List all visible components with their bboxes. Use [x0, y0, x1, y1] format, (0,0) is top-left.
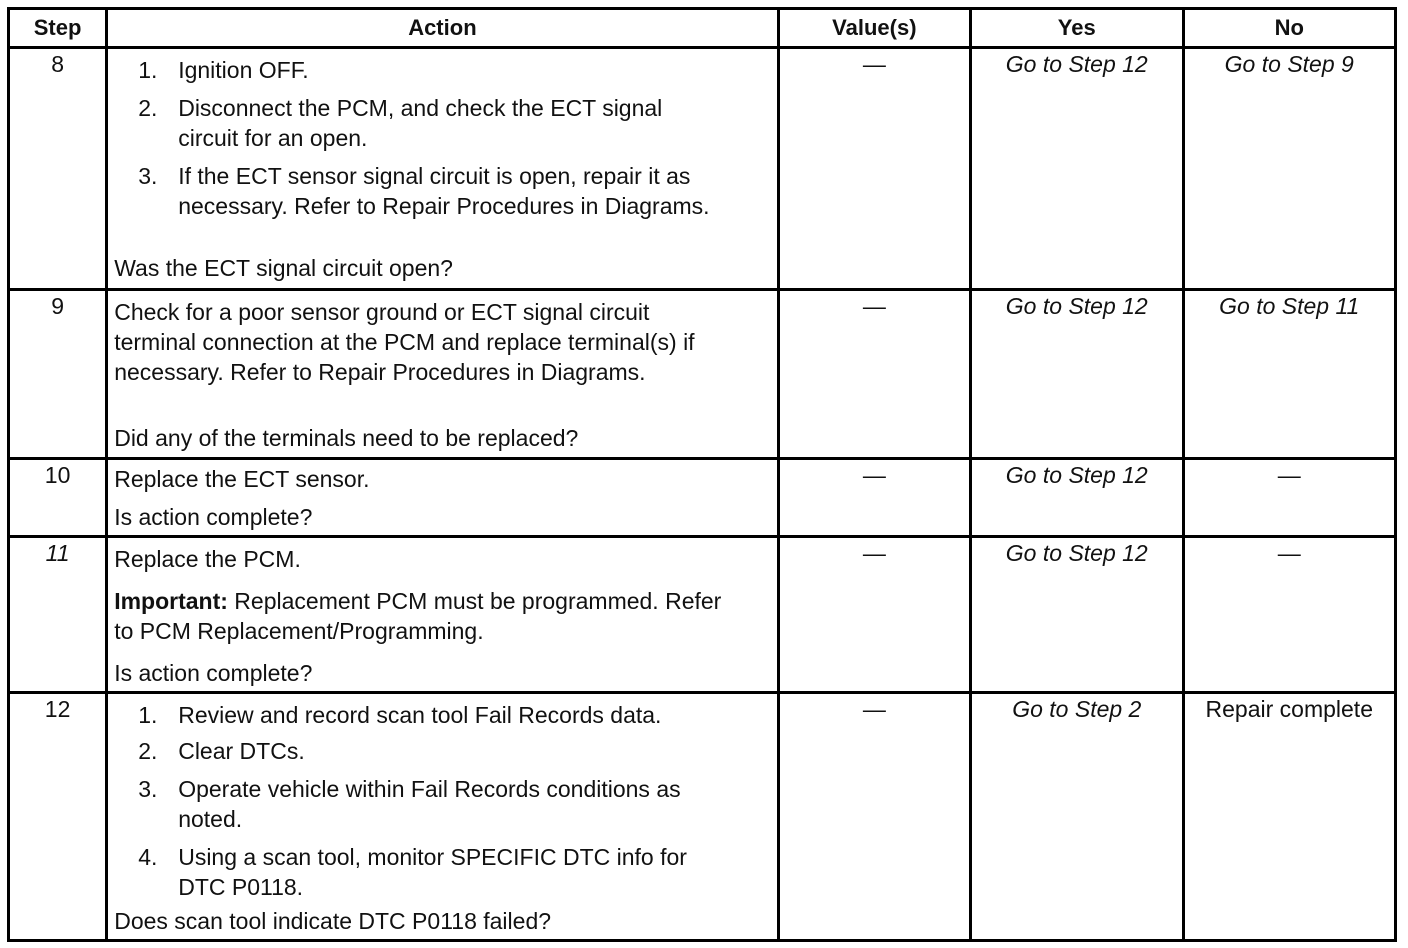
yes-answer: Go to Step 12 [1005, 540, 1148, 566]
value-cell: — [778, 290, 970, 459]
question-text: Does scan tool indicate DTC P0118 failed? [114, 908, 552, 934]
yes-cell [971, 537, 1183, 693]
no-cell [1183, 459, 1396, 537]
important-text: Replacement PCM must be programmed. Refer [227, 588, 722, 614]
step-number: 8 [9, 48, 107, 290]
table-row-step-12 [9, 693, 1396, 941]
action-text: Replace the ECT sensor. [114, 466, 370, 492]
yes-cell [971, 290, 1183, 459]
action-cell [107, 48, 778, 290]
no-answer: Go to Step 9 [1224, 51, 1354, 77]
step-number: 11 [9, 537, 107, 693]
step-number: 12 [9, 693, 107, 941]
action-cell [107, 537, 778, 693]
action-cell [107, 459, 778, 537]
yes-answer: Go to Step 12 [1005, 293, 1148, 319]
yes-cell [971, 48, 1183, 290]
action-text: Check for a poor sensor ground or ECT signal circuit [114, 299, 650, 325]
no-answer: — [1277, 540, 1301, 566]
header-step: Step [9, 9, 107, 48]
diagnostic-table [7, 7, 1397, 942]
header-action: Action [107, 9, 778, 48]
header-no: No [1183, 9, 1396, 48]
yes-answer: Go to Step 12 [1005, 51, 1148, 77]
list-item: 1. Review and record scan tool Fail Records data. [138, 702, 662, 728]
yes-cell [971, 459, 1183, 537]
list-item: 2. Disconnect the PCM, and check the ECT signal circuit for an open. [138, 95, 663, 151]
no-cell [1183, 290, 1396, 459]
yes-answer: Go to Step 2 [1012, 696, 1142, 722]
action-cell [107, 693, 778, 941]
value-cell: — [778, 459, 970, 537]
value-cell: — [778, 537, 970, 693]
header-values: Value(s) [778, 9, 970, 48]
question-text: Is action complete? [114, 504, 313, 530]
important-note [114, 586, 772, 616]
no-cell [1183, 48, 1396, 290]
list-item: 2. Clear DTCs. [138, 738, 305, 764]
list-item: 3. If the ECT sensor signal circuit is open, repair it as necessary. Refer to Repair Procedures in Diagrams. [138, 163, 710, 219]
no-answer: Repair complete [1205, 696, 1373, 722]
table-row-step-11 [9, 537, 1396, 693]
action-text: necessary. Refer to Repair Procedures in Diagrams. [114, 359, 646, 385]
no-cell [1183, 693, 1396, 941]
question-text: Did any of the terminals need to be replaced? [114, 425, 579, 451]
table-row-step-8 [9, 48, 1396, 290]
header-row [9, 9, 1396, 48]
value-cell: — [778, 693, 970, 941]
yes-answer: Go to Step 12 [1005, 462, 1148, 488]
list-item: 1. Ignition OFF. [138, 57, 309, 83]
yes-cell [971, 693, 1183, 941]
important-text: to PCM Replacement/Programming. [114, 618, 484, 644]
list-item: 3. Operate vehicle within Fail Records conditions as noted. [138, 776, 681, 832]
question-text: Was the ECT signal circuit open? [114, 255, 453, 281]
important-label: Important: [114, 588, 228, 614]
value-cell: — [778, 48, 970, 290]
action-text: Replace the PCM. [114, 546, 301, 572]
step-number: 10 [9, 459, 107, 537]
question-text: Is action complete? [114, 660, 313, 686]
action-text: terminal connection at the PCM and replace terminal(s) if [114, 329, 695, 355]
no-answer: — [1277, 462, 1301, 488]
step-number: 9 [9, 290, 107, 459]
no-cell [1183, 537, 1396, 693]
table-row-step-9 [9, 290, 1396, 459]
header-yes: Yes [971, 9, 1183, 48]
no-answer: Go to Step 11 [1219, 293, 1360, 319]
table-row-step-10 [9, 459, 1396, 537]
list-item: 4. Using a scan tool, monitor SPECIFIC DTC info for DTC P0118. [138, 844, 687, 900]
action-cell [107, 290, 778, 459]
